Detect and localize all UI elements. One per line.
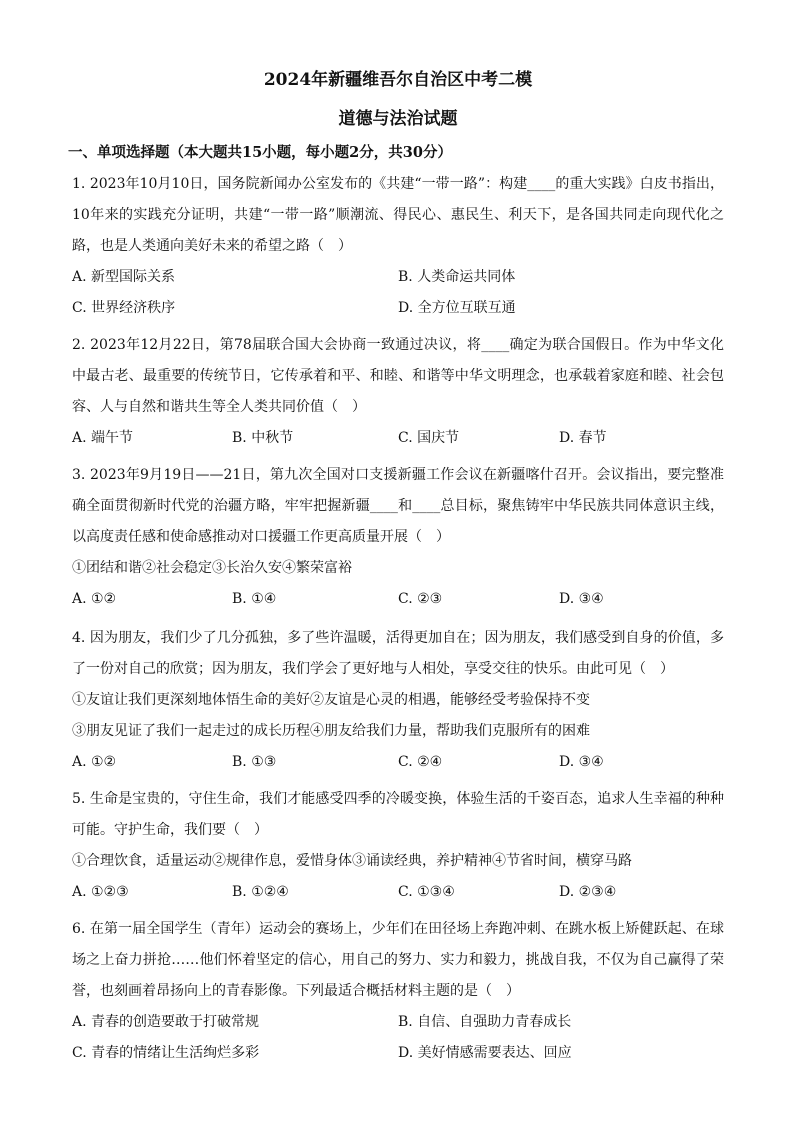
option-d[interactable]: D. 美好情感需要表达、回应	[398, 1045, 572, 1061]
question-statements: ③朋友见证了我们一起走过的成长历程④朋友给我们力量，帮助我们克服所有的困难	[72, 723, 590, 739]
option-a[interactable]: A. ①②③	[72, 884, 129, 900]
question-4	[72, 623, 724, 778]
option-b[interactable]: B. ①③	[232, 754, 277, 770]
question-stem: 6. 在第一届全国学生（青年）运动会的赛场上，少年们在田径场上奔跑冲刺、在跳水板上矫健跃起、在球场之上奋力拼抢……他们怀着坚定的信心，用自己的努力、实力和毅力，挑战自我，不仅为自己赢得了荣誉，也刻画着昂扬向上的青春影像。下列最适合概括材料主题的是（ ）	[72, 921, 724, 999]
exam-title: 2024年新疆维吾尔自治区中考二模	[263, 70, 533, 90]
option-d[interactable]: D. ②③④	[559, 884, 617, 900]
option-b[interactable]: B. 中秋节	[232, 430, 294, 446]
question-2	[72, 330, 724, 454]
question-stem: 3. 2023年9月19日——21日，第九次全国对口支援新疆工作会议在新疆喀什召开。会议指出，要完整准确全面贯彻新时代党的治疆方略，牢牢把握新疆____和____总目标，聚焦铸牢中华民族共同体意识主线，以高度责任感和使命感推动对口援疆工作更高质量开展（ ）	[72, 467, 724, 545]
question-6	[72, 914, 724, 1069]
answer-options	[72, 877, 724, 908]
question-list	[72, 169, 724, 1069]
question-5	[72, 784, 724, 908]
option-b[interactable]: B. ①④	[232, 591, 277, 607]
question-stem: 5. 生命是宝贵的，守住生命，我们才能感受四季的冷暖变换，体验生活的千姿百态，追求人生幸福的种种可能。守护生命，我们要（ ）	[72, 791, 724, 838]
option-c[interactable]: C. 世界经济秩序	[72, 300, 176, 316]
question-stem: 1. 2023年10月10日，国务院新闻办公室发布的《共建“一带一路”：构建____的重大实践》白皮书指出，10年来的实践充分证明，共建“一带一路”顺潮流、得民心、惠民生、利天下，是各国共同走向现代化之路，也是人类通向美好未来的希望之路（ ）	[72, 176, 724, 254]
answer-options	[72, 747, 724, 778]
exam-subtitle: 道德与法治试题	[338, 109, 458, 129]
option-a[interactable]: A. 端午节	[72, 430, 134, 446]
option-a[interactable]: A. 青春的创造要敢于打破常规	[72, 1014, 260, 1030]
option-c[interactable]: C. ②③	[398, 591, 443, 607]
section-heading: 一、单项选择题（本大题共15小题，每小题2分，共30分）	[68, 144, 452, 161]
option-b[interactable]: B. 人类命运共同体	[398, 269, 516, 285]
option-b[interactable]: B. ①②④	[232, 884, 289, 900]
option-c[interactable]: C. ①③④	[398, 884, 455, 900]
answer-options	[72, 262, 724, 324]
question-1	[72, 169, 724, 324]
question-3	[72, 460, 724, 615]
option-c[interactable]: C. 青春的情绪让生活绚烂多彩	[72, 1045, 260, 1061]
option-c[interactable]: C. 国庆节	[398, 430, 460, 446]
question-stem: 4. 因为朋友，我们少了几分孤独，多了些许温暖，活得更加自在；因为朋友，我们感受到自身的价值，多了一份对自己的欣赏；因为朋友，我们学会了更好地与人相处，享受交往的快乐。由此可见（ ）	[72, 630, 724, 677]
question-statements: ①合理饮食，适量运动②规律作息，爱惜身体③诵读经典，养护精神④节省时间，横穿马路	[72, 853, 632, 869]
option-c[interactable]: C. ②④	[398, 754, 443, 770]
option-d[interactable]: D. 全方位互联互通	[398, 300, 516, 316]
option-d[interactable]: D. ③④	[559, 754, 604, 770]
option-a[interactable]: A. ①②	[72, 591, 117, 607]
answer-options	[72, 423, 724, 454]
option-d[interactable]: D. 春节	[559, 430, 607, 446]
option-b[interactable]: B. 自信、自强助力青春成长	[398, 1014, 572, 1030]
option-a[interactable]: A. ①②	[72, 754, 117, 770]
option-a[interactable]: A. 新型国际关系	[72, 269, 176, 285]
option-d[interactable]: D. ③④	[559, 591, 604, 607]
answer-options	[72, 584, 724, 615]
question-stem: 2. 2023年12月22日，第78届联合国大会协商一致通过决议，将____确定为联合国假日。作为中华文化中最古老、最重要的传统节日，它传承着和平、和睦、和谐等中华文明理念，也承载着家庭和睦、社会包容、人与自然和谐共生等全人类共同价值（ ）	[72, 337, 724, 415]
question-statements: ①团结和谐②社会稳定③长治久安④繁荣富裕	[72, 560, 352, 576]
answer-options	[72, 1007, 724, 1069]
question-statements: ①友谊让我们更深刻地体悟生命的美好②友谊是心灵的相遇，能够经受考验保持不变	[72, 692, 590, 708]
